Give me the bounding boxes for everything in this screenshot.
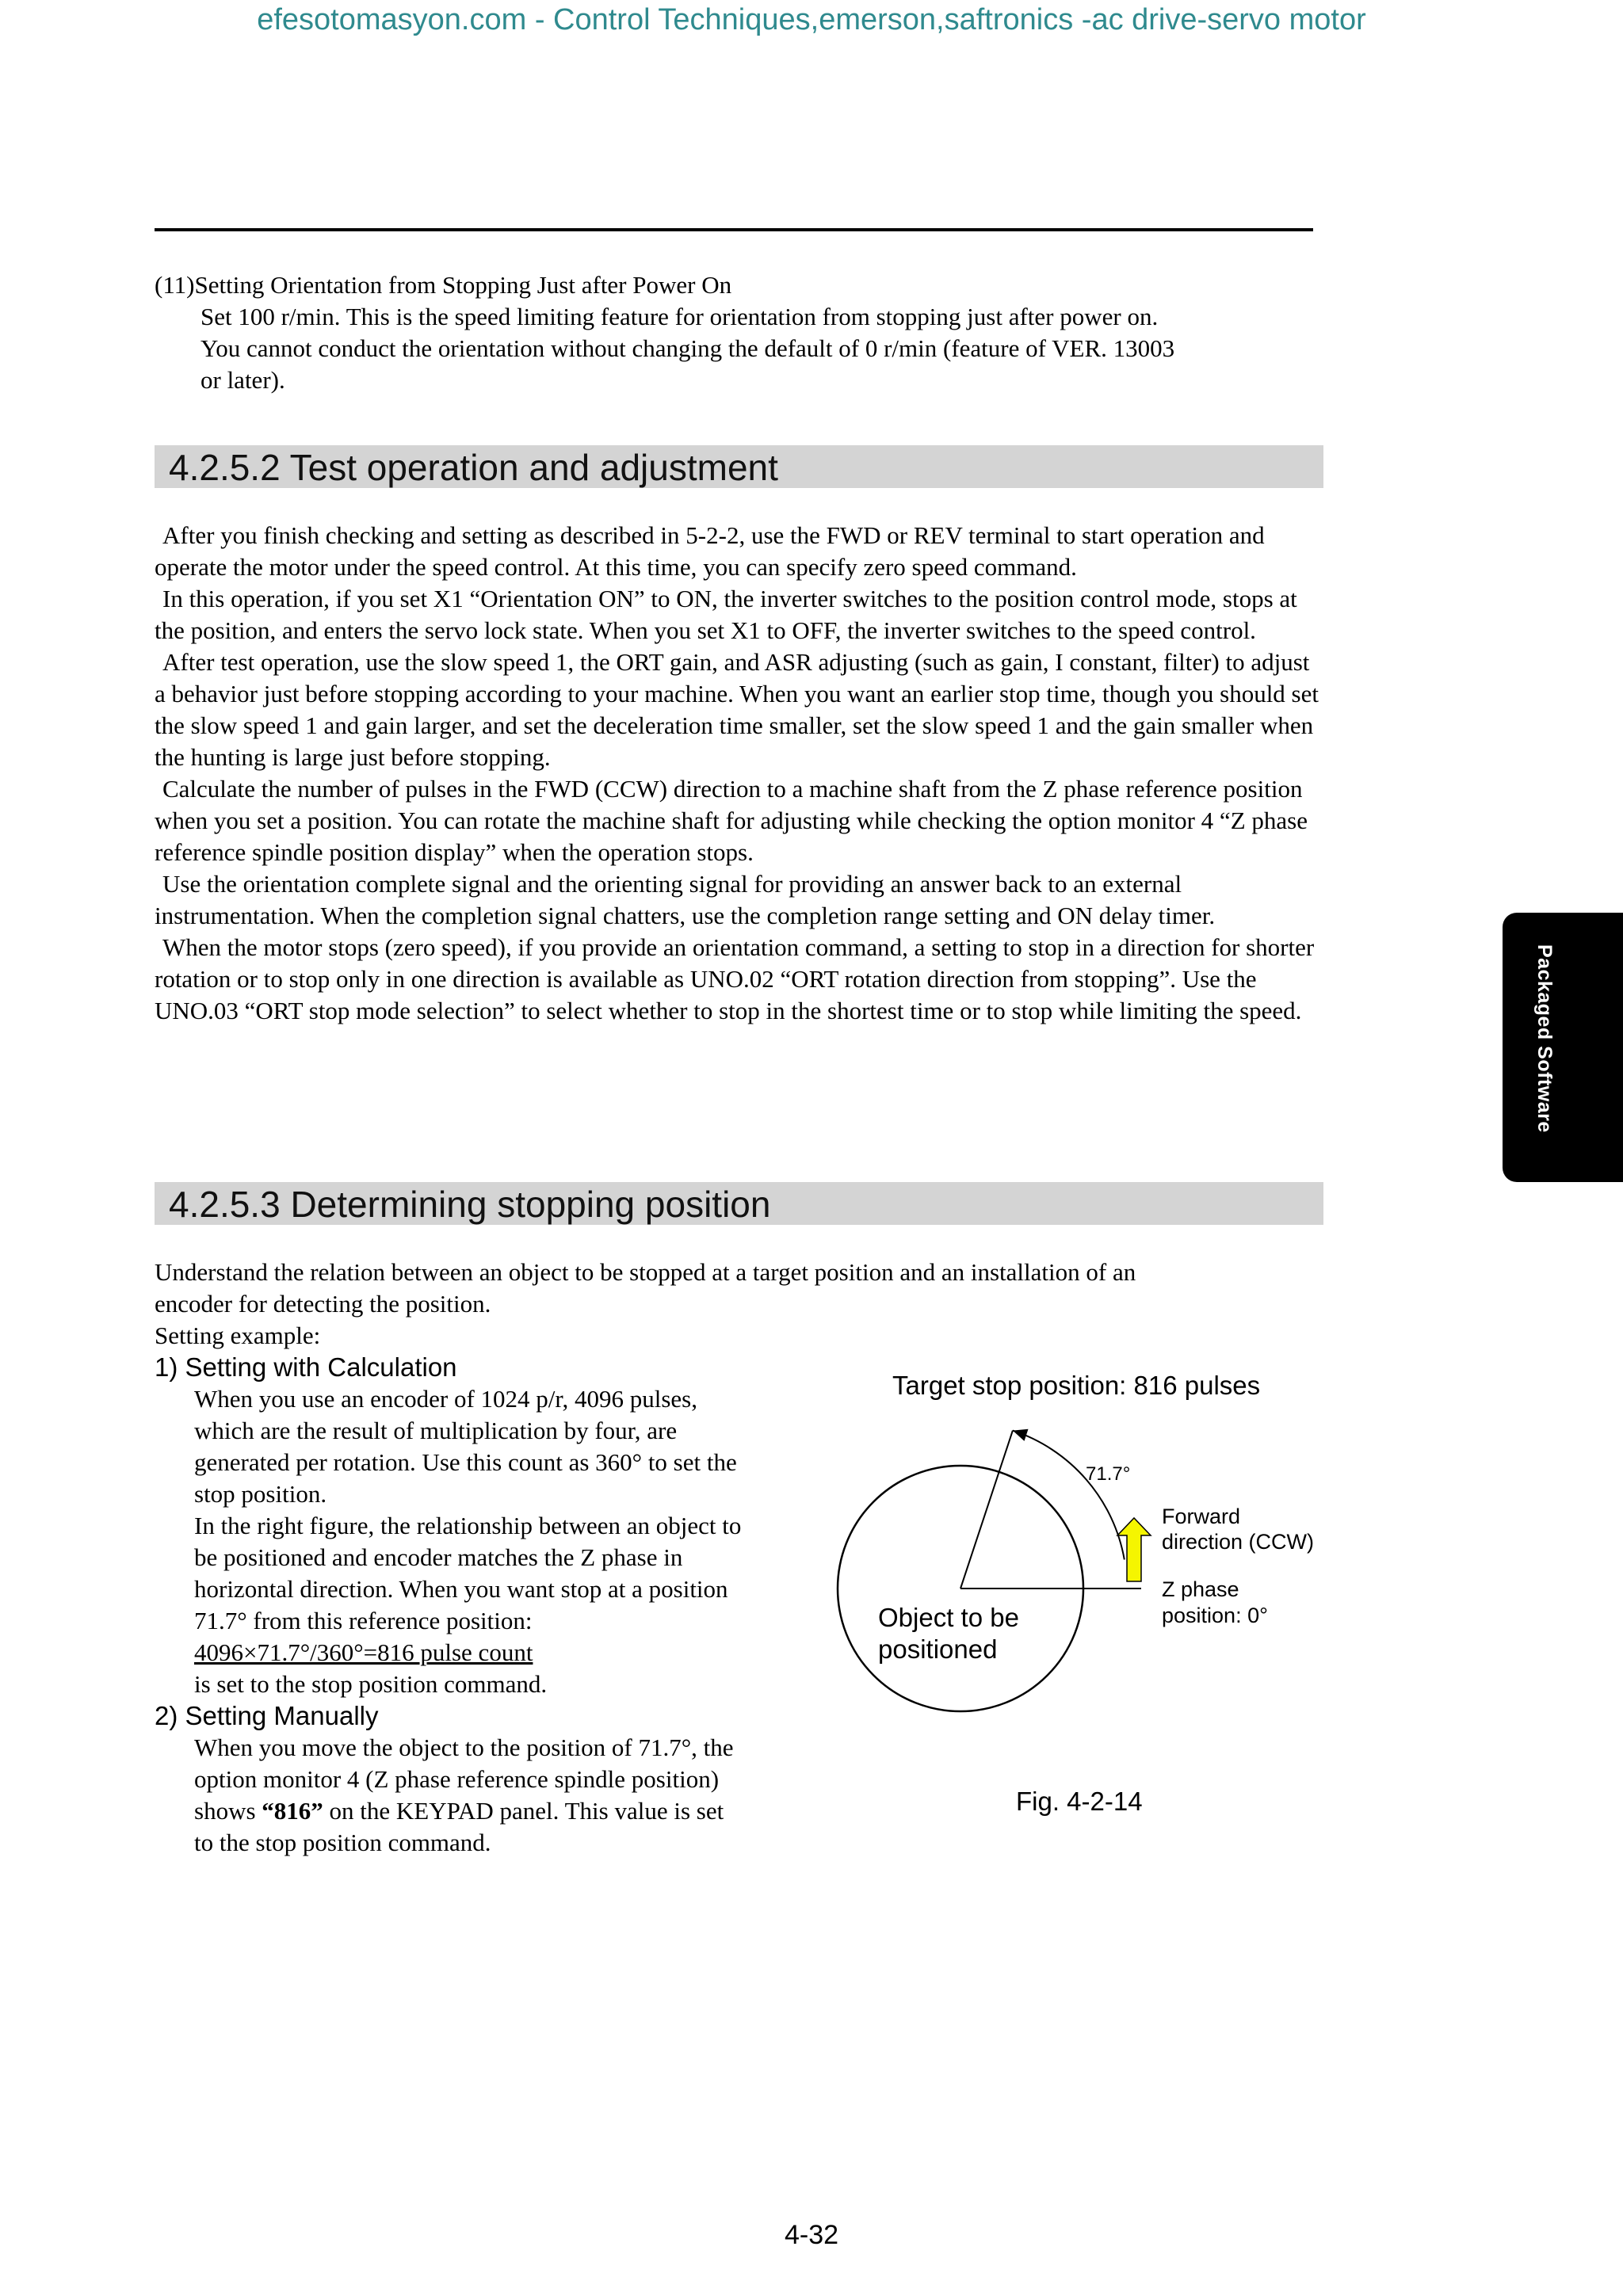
section-header-test-operation	[155, 445, 1323, 488]
list-body-manual	[155, 1732, 852, 1859]
list-line: horizontal direction. When you want stop at a position	[194, 1575, 728, 1603]
paragraph: After you finish checking and setting as described in 5-2-2, use the FWD or REV terminal to start operation and operate the motor under the speed control. At this time, you can specify zero speed command.	[155, 521, 1265, 581]
section-header-stopping-position	[155, 1182, 1323, 1225]
list-line: generated per rotation. Use this count as 360° to set the	[194, 1448, 737, 1476]
list-line: When you move the object to the position of 71.7°, the	[194, 1733, 734, 1761]
formula: 4096×71.7°/360°=816 pulse count	[194, 1638, 533, 1666]
text-run: shows	[194, 1797, 262, 1825]
angle-label: 71.7°	[1086, 1463, 1131, 1485]
list-line: In the right figure, the relationship between an object to	[194, 1512, 742, 1539]
section-title: 4.2.5.3 Determining stopping position	[169, 1184, 771, 1225]
z-phase-label-line-2: position: 0°	[1162, 1604, 1268, 1627]
intro-line: encoder for detecting the position.	[155, 1290, 491, 1318]
arc-arrowhead-icon	[1013, 1429, 1029, 1441]
section-3-list	[155, 1352, 852, 1859]
rotation-arc	[1013, 1431, 1125, 1560]
list-line: 71.7° from this reference position:	[194, 1607, 533, 1634]
bold-value: “816”	[262, 1797, 323, 1825]
header-watermark: efesotomasyon.com - Control Techniques,emerson,saftronics -ac drive-servo motor	[257, 3, 1366, 36]
item-11-line-1: Set 100 r/min. This is the speed limiting feature for orientation from stopping just after power on.	[200, 303, 1159, 330]
list-heading-manual: 2) Setting Manually	[155, 1701, 379, 1730]
list-line: option monitor 4 (Z phase reference spindle position)	[194, 1765, 720, 1793]
text-run: on the KEYPAD panel. This value is set	[323, 1797, 724, 1825]
top-rule	[155, 228, 1313, 231]
section-3-intro	[155, 1257, 1319, 1352]
list-line: which are the result of multiplication by four, are	[194, 1417, 678, 1444]
target-stop-label: Target stop position: 816 pulses	[892, 1371, 1261, 1400]
list-line	[194, 1795, 852, 1827]
list-line: When you use an encoder of 1024 p/r, 4096 pulses,	[194, 1385, 697, 1413]
list-heading-calculation: 1) Setting with Calculation	[155, 1352, 457, 1382]
forward-label-line-2: direction (CCW)	[1162, 1530, 1315, 1554]
list-line: stop position.	[194, 1480, 327, 1508]
list-line: is set to the stop position command.	[194, 1670, 548, 1698]
paragraph: When the motor stops (zero speed), if you provide an orientation command, a setting to stop in a direction for shorter rotation or to stop only in one direction is available as UNO.02 “ORT rotation direction from stopping”. Use the UNO.03 “ORT stop mode selection” to select whether to stop in the shortest time or to stop while limiting the speed.	[155, 933, 1315, 1024]
figure-caption: Fig. 4-2-14	[1016, 1787, 1143, 1816]
intro-line: Setting example:	[155, 1322, 321, 1349]
paragraph: In this operation, if you set X1 “Orientation ON” to ON, the inverter switches to the position control mode, stops at the position, and enters the servo lock state. When you set X1 to OFF, the inverter switches to the speed control.	[155, 585, 1297, 644]
section-2-body	[155, 520, 1319, 1027]
item-11-line-3: or later).	[200, 366, 285, 394]
paragraph: After test operation, use the slow speed 1, the ORT gain, and ASR adjusting (such as gain, I constant, filter) to adjust a behavior just before stopping according to your machine. When you want an earlier stop time, though you should set the slow speed 1 and gain larger, and set the deceleration time smaller, set the slow speed 1 and the gain smaller when the hunting is large just before stopping.	[155, 648, 1319, 771]
list-body-calculation	[155, 1383, 852, 1700]
list-line: be positioned and encoder matches the Z phase in	[194, 1543, 683, 1571]
paragraph: Use the orientation complete signal and the orienting signal for providing an answer back to an external instrumentation. When the completion signal chatters, use the completion range setting and ON delay timer.	[155, 870, 1216, 929]
section-title: 4.2.5.2 Test operation and adjustment	[169, 447, 778, 488]
paragraph: Calculate the number of pulses in the FWD (CCW) direction to a machine shaft from the Z phase reference position when you set a position. You can rotate the machine shaft for adjusting while checking the option monitor 4 “Z phase reference spindle position display” when the operation stops.	[155, 775, 1308, 866]
target-position-line	[960, 1431, 1013, 1589]
object-label-line-2: positioned	[878, 1634, 998, 1664]
item-11	[155, 269, 1327, 396]
item-11-line-2: You cannot conduct the orientation without changing the default of 0 r/min (feature of VER. 13003	[200, 334, 1175, 362]
figure-stopping-position	[824, 1363, 1331, 1854]
page-number: 4-32	[784, 2220, 839, 2250]
forward-label-line-1: Forward	[1162, 1505, 1241, 1528]
side-tab-label: Packaged Software	[1533, 944, 1556, 1133]
object-label-line-1: Object to be	[878, 1603, 1019, 1632]
z-phase-label-line-1: Z phase	[1162, 1577, 1239, 1601]
list-line: to the stop position command.	[194, 1829, 491, 1856]
side-tab-packaged-software[interactable]	[1503, 913, 1623, 1182]
intro-line: Understand the relation between an object to be stopped at a target position and an installation of an	[155, 1258, 1136, 1286]
item-11-title: (11)Setting Orientation from Stopping Just after Power On	[155, 271, 732, 299]
